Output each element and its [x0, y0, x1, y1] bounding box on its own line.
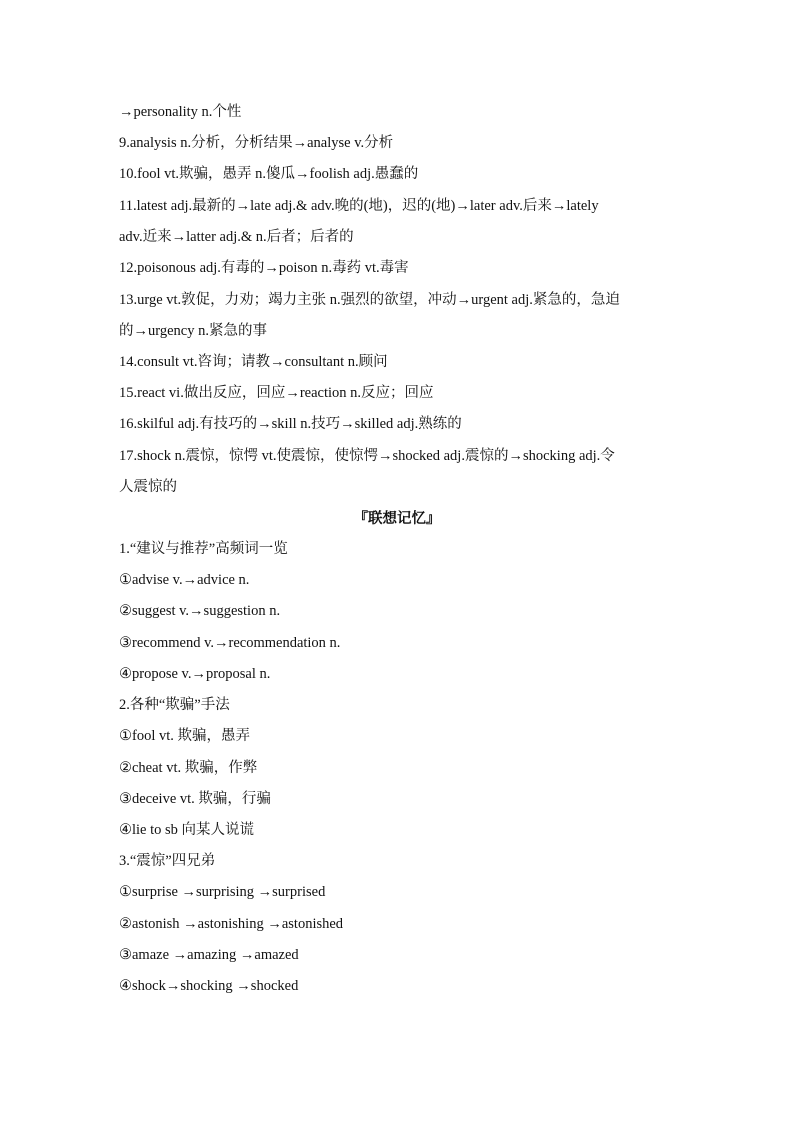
list-item: ③amaze →amazing →amazed	[119, 947, 299, 963]
list-item: ①advise v.→advice n.	[119, 572, 250, 588]
vocab-line: 9.analysis n.分析，分析结果→analyse v.分析	[119, 135, 394, 151]
vocab-line: 12.poisonous adj.有毒的→poison n.毒药 vt.毒害	[119, 260, 409, 276]
list-item: ①fool vt. 欺骗，愚弄	[119, 728, 251, 744]
vocab-line: 17.shock n.震惊，惊愕 vt.使震惊，使惊愕→shocked adj.震惊的→shocking adj.令	[119, 448, 615, 464]
vocab-line: adv.近来→latter adj.& n.后者；后者的	[119, 229, 354, 245]
list-item: ③deceive vt. 欺骗，行骗	[119, 791, 271, 807]
list-item: ②suggest v.→suggestion n.	[119, 603, 281, 619]
vocab-line: 15.react vi.做出反应，回应→reaction n.反应；回应	[119, 385, 434, 401]
vocab-line: 的→urgency n.紧急的事	[119, 323, 267, 339]
group-heading: 3.“震惊”四兄弟	[119, 853, 216, 869]
vocab-line: →personality n.个性	[119, 104, 242, 120]
vocab-line: 13.urge vt.敦促，力劝；竭力主张 n.强烈的欲望，冲动→urgent adj.紧急的，急迫	[119, 292, 620, 308]
vocab-line: 11.latest adj.最新的→late adj.& adv.晚的(地)，迟的(地)→later adv.后来→lately	[119, 198, 599, 214]
section-title: 『联想记忆』	[353, 511, 441, 527]
list-item: ②cheat vt. 欺骗，作弊	[119, 760, 258, 776]
list-item: ③recommend v.→recommendation n.	[119, 635, 341, 651]
list-item: ④lie to sb 向某人说谎	[119, 822, 255, 838]
list-item: ④propose v.→proposal n.	[119, 666, 271, 682]
list-item: ①surprise →surprising →surprised	[119, 884, 326, 900]
vocab-line: 14.consult vt.咨询；请教→consultant n.顾问	[119, 354, 388, 370]
group-heading: 1.“建议与推荐”高频词一览	[119, 541, 288, 557]
vocab-line: 人震惊的	[119, 479, 177, 495]
group-heading: 2.各种“欺骗”手法	[119, 697, 230, 713]
vocab-line: 16.skilful adj.有技巧的→skill n.技巧→skilled adj.熟练的	[119, 416, 462, 432]
vocab-line: 10.fool vt.欺骗，愚弄 n.傻瓜→foolish adj.愚蠢的	[119, 166, 419, 182]
list-item: ④shock→shocking →shocked	[119, 978, 299, 994]
list-item: ②astonish →astonishing →astonished	[119, 916, 344, 932]
